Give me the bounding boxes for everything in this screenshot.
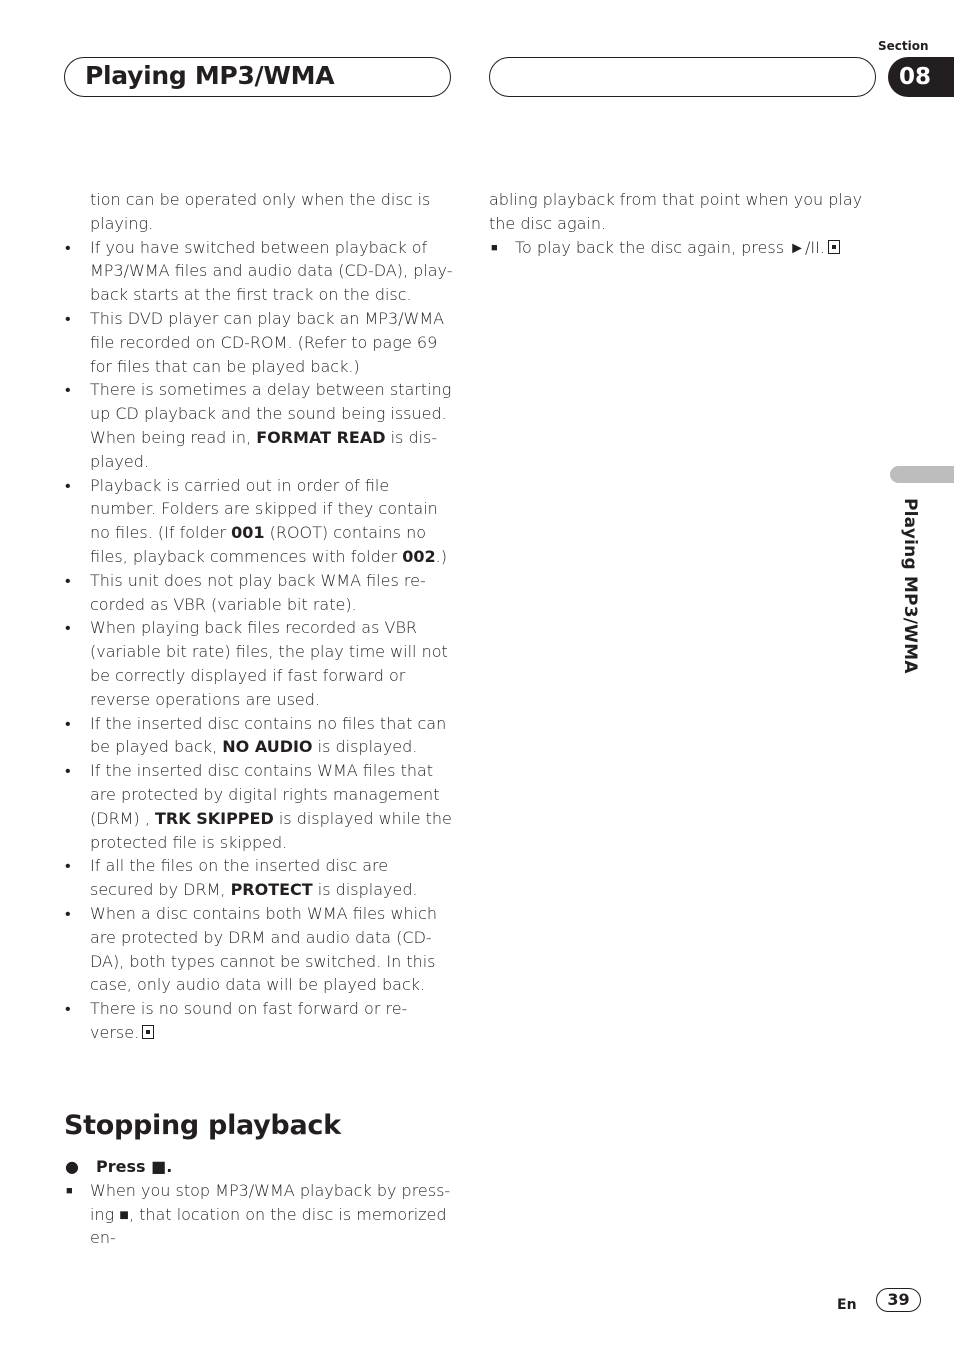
list-item: • Playback is carried out in order of file number. Folders are skipped if they contain no files. (If folder 001 (ROOT) contains no files, playback commences with folder 002.) bbox=[65, 475, 447, 566]
bullet-icon: • bbox=[65, 308, 71, 328]
end-mark-icon bbox=[828, 240, 840, 254]
language-label: En bbox=[837, 1297, 857, 1313]
bullet-icon: • bbox=[65, 856, 71, 876]
end-mark-icon bbox=[142, 1025, 154, 1039]
side-tab-label: Playing MP3/WMA bbox=[900, 498, 920, 674]
chapter-title: Playing MP3/WMA bbox=[85, 61, 335, 90]
list-item: • If the inserted disc contains WMA files that are protected by digital rights management (DRM) , TRK SKIPPED is displayed while the protected file is skipped. bbox=[65, 761, 452, 852]
page-number: 39 bbox=[876, 1288, 921, 1312]
bullet-icon: • bbox=[65, 713, 71, 733]
section-label: Section bbox=[878, 39, 929, 53]
bullet-icon: • bbox=[65, 999, 71, 1019]
note-item: ■ When you stop MP3/WMA playback by press-ing ■, that location on the disc is memorized en- bbox=[66, 1180, 451, 1248]
list-item: • When playing back files recorded as VBR (variable bit rate) files, the play time will not be correctly displayed if fast forward or reverse operations are used. bbox=[65, 618, 448, 709]
continuation-text: tion can be operated only when the disc is playing. bbox=[90, 190, 431, 233]
section-heading: Stopping playback bbox=[64, 1110, 341, 1141]
chapter-title-box bbox=[64, 57, 451, 97]
left-column bbox=[64, 188, 454, 1045]
right-column bbox=[489, 188, 869, 259]
folder-number: 001 bbox=[231, 523, 265, 543]
note-square-icon: ■ bbox=[66, 1183, 73, 1197]
note-square-icon: ■ bbox=[491, 240, 498, 254]
side-tab-marker bbox=[890, 466, 954, 483]
list-item: • If you have switched between playback of MP3/WMA files and audio data (CD-DA), play-back starts at the first track on the disc. bbox=[65, 237, 453, 305]
header-blank-box bbox=[489, 57, 876, 97]
bullet-icon: • bbox=[65, 475, 71, 495]
bullet-icon: • bbox=[65, 761, 71, 781]
bullet-icon: • bbox=[65, 380, 71, 400]
list-item: • There is no sound on fast forward or re-verse. bbox=[65, 999, 408, 1042]
instruction-step: ● Press ■. bbox=[64, 1155, 454, 1179]
bullet-icon: • bbox=[65, 903, 71, 923]
bullet-icon: • bbox=[65, 618, 71, 638]
continuation-text: abling playback from that point when you play the disc again. bbox=[489, 190, 863, 233]
note-item: ■ To play back the disc again, press ►/II. bbox=[489, 236, 869, 260]
folder-number: 002 bbox=[402, 546, 436, 566]
display-message: NO AUDIO bbox=[222, 737, 313, 757]
list-item: • If all the files on the inserted disc are secured by DRM, PROTECT is displayed. bbox=[65, 856, 418, 900]
list-item: • There is sometimes a delay between starting up CD playback and the sound being issued. When being read in, FORMAT READ is dis-played. bbox=[65, 380, 452, 471]
display-message: PROTECT bbox=[230, 880, 313, 900]
list-item: • This unit does not play back WMA files re-corded as VBR (variable bit rate). bbox=[65, 570, 426, 614]
display-message: FORMAT READ bbox=[256, 427, 386, 447]
section-number-tab: 08 bbox=[888, 57, 954, 97]
list-item: • This DVD player can play back an MP3/WMA file recorded on CD-ROM. (Refer to page 69 for files that can be played back.) bbox=[65, 308, 445, 376]
list-item: • When a disc contains both WMA files which are protected by DRM and audio data (CD-DA), both types cannot be switched. In this case, only audio data will be played back. bbox=[65, 903, 438, 995]
list-item: • If the inserted disc contains no files that can be played back, NO AUDIO is displayed. bbox=[65, 713, 447, 757]
stopping-block bbox=[64, 1155, 454, 1250]
bullet-icon: • bbox=[65, 237, 71, 257]
step-bullet-icon: ● bbox=[65, 1157, 79, 1176]
display-message: TRK SKIPPED bbox=[154, 808, 274, 828]
bullet-icon: • bbox=[65, 570, 71, 590]
